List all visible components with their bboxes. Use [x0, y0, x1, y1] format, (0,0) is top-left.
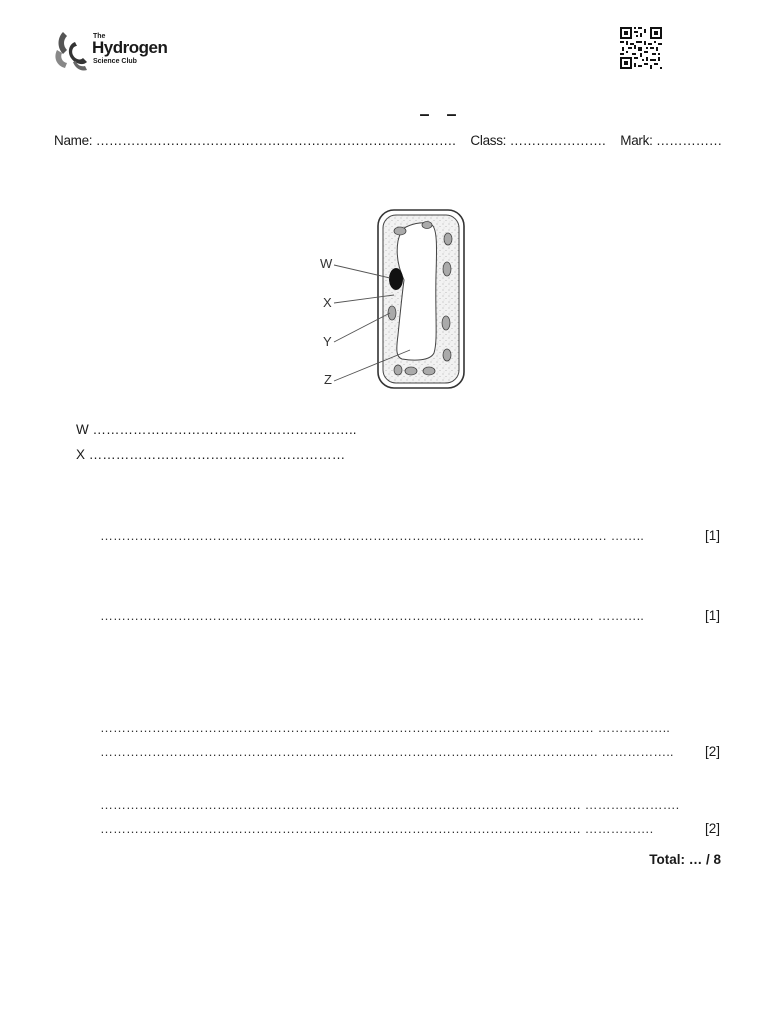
- page-title: – –: [419, 104, 463, 124]
- answer-line-q3b[interactable]: ……………………………………………………………………………………………………. ……………..: [100, 744, 674, 759]
- answer-line-q4a[interactable]: ………………………………………………………………………………………………… ………………….: [100, 797, 680, 812]
- logo: [53, 28, 173, 74]
- plant-cell-illustration: [310, 205, 480, 400]
- diagram-label-y: Y: [323, 334, 332, 349]
- logo-text-small: The: [93, 33, 106, 40]
- mark-q3: [2]: [705, 744, 721, 759]
- logo-text-sub: Science Club: [93, 58, 137, 65]
- diagram-label-z: Z: [324, 372, 332, 387]
- mark-q2: [1]: [705, 608, 721, 623]
- qr-code-icon[interactable]: [619, 26, 663, 70]
- answer-line-w[interactable]: W …………………………………………………..: [76, 422, 357, 437]
- mark-q1: [1]: [705, 528, 721, 543]
- logo-text-main: Hydrogen: [92, 38, 168, 57]
- plant-cell-diagram: [310, 205, 480, 400]
- answer-line-q1[interactable]: ……………………………………………………………………………………………………… ……..: [100, 528, 644, 543]
- answer-line-q4b[interactable]: ………………………………………………………………………………………………… …………….: [100, 821, 654, 836]
- answer-line-x[interactable]: X …………………………………………………: [76, 447, 346, 462]
- student-details-line: [54, 133, 722, 148]
- name-field[interactable]: Name: ……………………………………………………………………….: [54, 133, 456, 148]
- logo-mark-icon: [53, 28, 93, 74]
- answer-line-q2[interactable]: …………………………………………………………………………………………………… ………..: [100, 608, 644, 623]
- diagram-label-w: W: [320, 256, 333, 271]
- answer-line-q3a[interactable]: …………………………………………………………………………………………………… ……………..: [100, 720, 670, 735]
- diagram-label-x: X: [323, 295, 332, 310]
- mark-q4: [2]: [705, 821, 721, 836]
- mark-field[interactable]: Mark: ……………: [620, 133, 722, 148]
- total-score: Total: … / 8: [649, 852, 721, 867]
- class-field[interactable]: Class: ………………….: [470, 133, 606, 148]
